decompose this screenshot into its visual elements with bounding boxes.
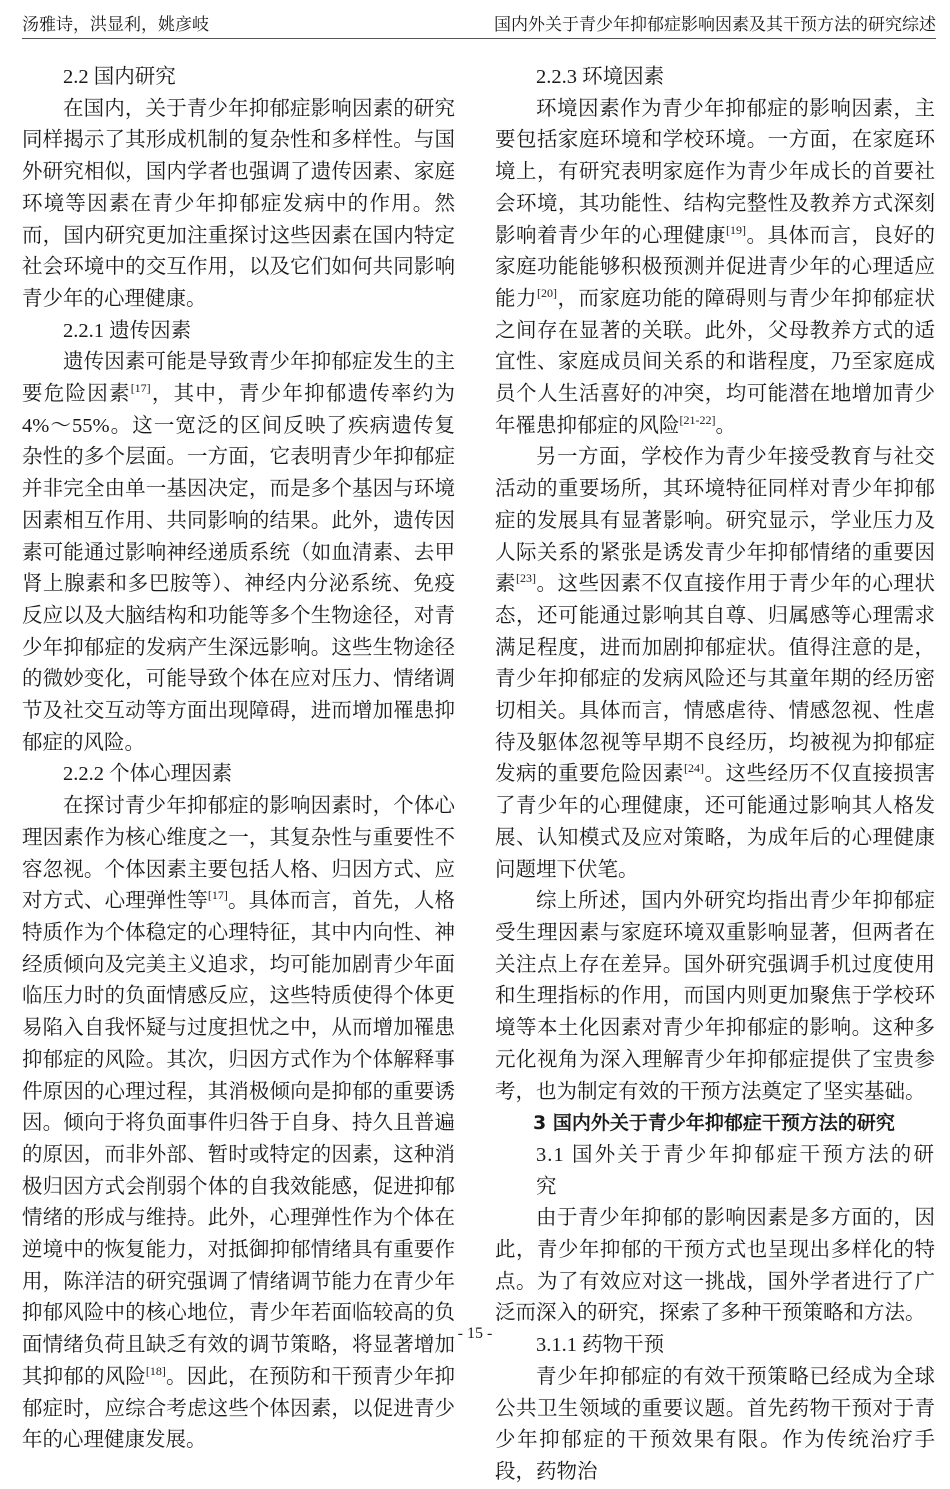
text-run: ，而家庭功能的障碍则与青少年抑郁症状之间存在显著的关联。此外，父母教养方式的适宜性、家庭成员间关系的和谐程度，乃至家庭成员个人生活喜好的冲突，均可能潜在地增加青少年罹患抑郁症的风险	[495, 287, 935, 437]
text-run: 3.1 国外关于青少年抑郁症干预方法的研究	[536, 1143, 935, 1198]
paragraph	[22, 94, 455, 316]
paragraph	[22, 791, 455, 1457]
citation-ref: [21-22]	[679, 412, 716, 427]
citation-ref: [17]	[207, 888, 228, 903]
text-run: 2.2.3 环境因素	[536, 66, 665, 88]
text-run: 综上所述，国内外研究均指出青少年抑郁症受生理因素与家庭环境双重影响显著，但两者在关注点上存在差异。国外研究强调手机过度使用和生理指标的作用，而国内则更加聚焦于学校环境等本土化因素对青少年抑郁症的影响。这种多元化视角为深入理解青少年抑郁症提供了宝贵参考，也为制定有效的干预方法奠定了坚实基础。	[495, 890, 935, 1103]
paragraph	[495, 442, 935, 886]
section-heading	[22, 316, 455, 348]
text-run: 。这些因素不仅直接作用于青少年的心理状态，还可能通过影响其自尊、归属感等心理需求满足程度，进而加剧抑郁症状。值得注意的是，青少年抑郁症的发病风险还与其童年期的经历密切相关。具体而言，情感虐待、情感忽视、性虐待及躯体忽视等早期不良经历，均被视为抑郁症发病的重要危险因素	[495, 573, 935, 786]
paragraph	[495, 886, 935, 1108]
text-run: 在探讨青少年抑郁症的影响因素时，个体心理因素作为核心维度之一，其复杂性与重要性不容忽视。个体因素主要包括人格、归因方式、应对方式、心理弹性等	[22, 795, 455, 913]
citation-ref: [18]	[145, 1364, 166, 1378]
text-run: 在国内，关于青少年抑郁症影响因素的研究同样揭示了其形成机制的复杂性和多样性。与国外研究相似，国内学者也强调了遗传因素、家庭环境等因素在青少年抑郁症发病中的作用。然而，国内研究更加注重探讨这些因素在国内特定社会环境中的交互作用，以及它们如何共同影响青少年的心理健康。	[22, 97, 455, 310]
citation-ref: [24]	[684, 761, 704, 776]
page-number: - 15 -	[457, 1325, 493, 1342]
section-heading	[495, 1108, 935, 1140]
section-heading	[22, 62, 455, 94]
text-run: ，其中，青少年抑郁遗传率约为 4%～55%。这一宽泛的区间反映了疾病遗传复杂性的多个层面。一方面，它表明青少年抑郁症并非完全由单一基因决定，而是多个基因与环境因素相互作用、共同影响的结果。此外，遗传因素可能通过影响神经递质系统（如血清素、去甲肾上腺素和多巴胺等）、神经内分泌系统、免疫反应以及大脑结构和功能等多个生物途径，对青少年抑郁症的发病产生深远影响。这些生物途径的微妙变化，可能导致个体在应对压力、情绪调节及社交互动等方面出现障碍，进而增加罹患抑郁症的风险。	[22, 383, 456, 754]
right-column	[495, 62, 935, 1489]
text-run: 由于青少年抑郁的影响因素是多方面的，因此，青少年抑郁的干预方式也呈现出多样化的特点。为了有效应对这一挑战，国外学者进行了广泛而深入的研究，探索了多种干预策略和方法。	[495, 1207, 935, 1325]
paragraph	[495, 1203, 935, 1330]
text-run: 另一方面，学校作为青少年接受教育与社交活动的重要场所，其环境特征同样对青少年抑郁症的发展具有显著影响。研究显示，学业压力及人际关系的紧张是诱发青少年抑郁情绪的重要因素	[495, 446, 935, 596]
text-run: 2.2 国内研究	[63, 66, 176, 88]
text-run: 2.2.1 遗传因素	[63, 319, 192, 342]
text-run: 。这些经历不仅直接损害了青少年的心理健康，还可能通过影响其人格发展、认知模式及应对策略，为成年后的心理健康问题埋下伏笔。	[495, 763, 935, 881]
running-header	[22, 8, 936, 39]
text-run: 。具体而言，首先，人格特质作为个体稳定的心理特征，其中内向性、神经质倾向及完美主义追求，均可能加剧青少年面临压力时的负面情感反应，这些特质使得个体更易陷入自我怀疑与过度担忧之中，从而增加罹患抑郁症的风险。其次，归因方式作为个体解释事件原因的心理过程，其消极倾向是抑郁的重要诱因。倾向于将负面事件归咎于自身、持久且普遍的原因，而非外部、暂时或特定的因素，这种消极归因方式会削弱个体的自我效能感，促进抑郁情绪的形成与维持。此外，心理弹性作为个体在逆境中的恢复能力，对抵御抑郁情绪具有重要作用，陈洋洁的研究强调了情绪调节能力在青少年抑郁风险中的核心地位，青少年若面临较高的负面情绪负荷且缺乏有效的调节策略，将显著增加其抑郁的风险	[22, 890, 456, 1388]
paragraph	[495, 1362, 935, 1489]
text-run: 3.1.1 药物干预	[536, 1334, 665, 1357]
section-heading	[495, 62, 935, 94]
citation-ref: [23]	[516, 571, 536, 586]
left-column	[22, 62, 455, 1457]
citation-ref: [17]	[130, 381, 151, 396]
text-run: 遗传因素可能是导致青少年抑郁症发生的主要危险因素	[22, 351, 455, 406]
text-run: 。因此，在预防和干预青少年抑郁症时，应综合考虑这些个体因素，以促进青少年的心理健康发展。	[22, 1365, 456, 1452]
citation-ref: [20]	[537, 286, 557, 301]
paragraph	[22, 347, 455, 759]
citation-ref: [19]	[726, 222, 746, 237]
header-authors: 汤雅诗，洪显利，姚彦岐	[22, 15, 209, 34]
text-run: 。	[715, 414, 736, 437]
section-heading	[22, 759, 455, 791]
header-title: 国内外关于青少年抑郁症影响因素及其干预方法的研究综述	[494, 15, 936, 34]
text-run: 3 国内外关于青少年抑郁症干预方法的研究	[533, 1112, 895, 1135]
section-heading	[495, 1140, 935, 1203]
text-run: 环境因素作为青少年抑郁症的影响因素，主要包括家庭环境和学校环境。一方面，在家庭环境上，有研究表明家庭作为青少年成长的首要社会环境，其功能性、结构完整性及教养方式深刻影响着青少年的心理健康	[495, 97, 935, 247]
text-run: 2.2.2 个体心理因素	[63, 763, 233, 786]
text-run: 。具体而言，良好的家庭功能能够积极预测并促进青少年的心理适应能力	[495, 224, 935, 310]
paragraph	[495, 94, 935, 443]
text-run: 青少年抑郁症的有效干预策略已经成为全球公共卫生领域的重要议题。首先药物干预对于青少年抑郁症的干预效果有限。作为传统治疗手段，药物治	[495, 1365, 935, 1483]
